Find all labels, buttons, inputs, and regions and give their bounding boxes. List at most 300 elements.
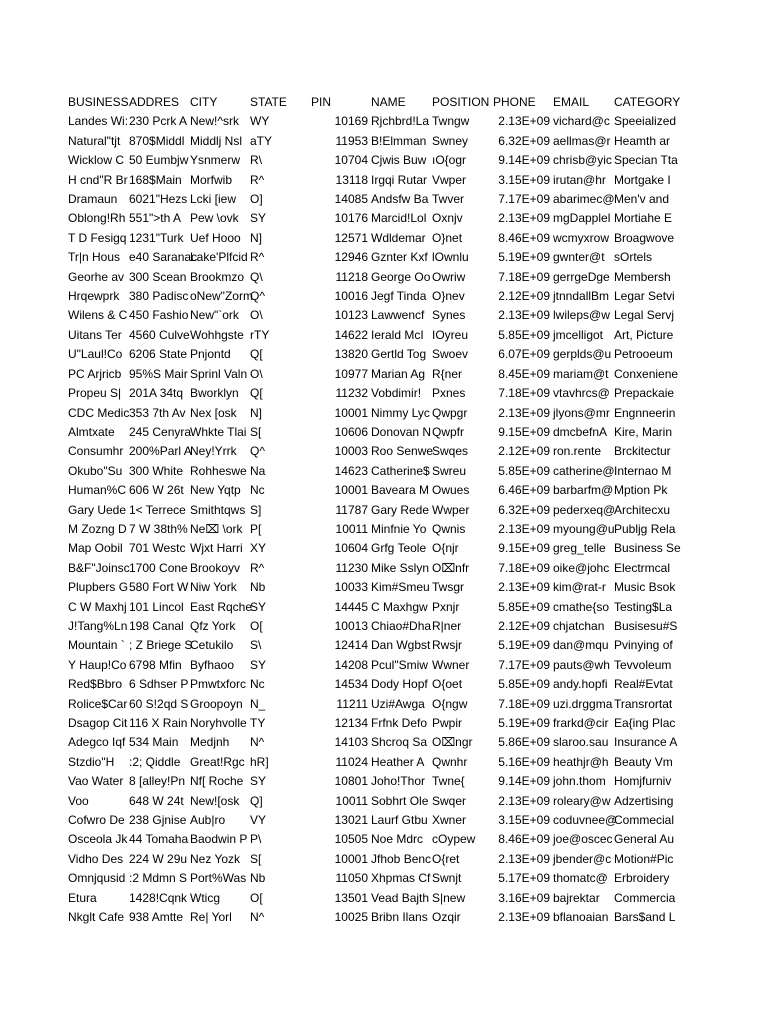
table-cell[interactable]: 10606 [334,424,368,439]
table-cell[interactable]: Broagwove [614,230,675,245]
table-cell[interactable]: 14445 [334,599,368,614]
table-cell[interactable]: 300 Scean [129,269,187,284]
table-cell[interactable]: 230 Pcrk A [129,114,188,129]
table-cell[interactable]: bflanoaian [553,910,609,925]
table-cell[interactable]: Erbroidery [614,871,670,886]
table-cell[interactable]: 3.15E+09 [498,172,550,187]
table-cell[interactable]: Great!Rgc [190,754,245,769]
table-cell[interactable]: Wilens & C [68,308,128,323]
table-cell[interactable]: Vidho Des [68,851,124,866]
table-cell[interactable]: Georhe av [68,269,125,284]
table-cell[interactable]: Etura [68,890,97,905]
table-cell[interactable]: 10011 [335,793,368,808]
table-cell[interactable]: kim@rat-r [553,580,606,595]
table-cell[interactable]: Jfhob Benc [371,851,432,866]
header-cell[interactable]: PIN [311,95,332,109]
table-cell[interactable]: abarimec@ [553,192,615,207]
table-cell[interactable]: myoung@u [553,521,615,536]
table-cell[interactable]: Swoev [432,347,469,362]
table-cell[interactable]: Heamth ar [614,133,671,148]
table-cell[interactable]: john.thom [553,774,606,789]
table-cell[interactable]: Brckitectur [614,444,671,459]
table-cell[interactable]: roleary@w [553,793,611,808]
table-cell[interactable]: Adzertising [614,793,674,808]
table-cell[interactable]: Q] [250,793,263,808]
table-cell[interactable]: B!Elmman [371,133,427,148]
table-cell[interactable]: Nb [250,871,266,886]
table-cell[interactable]: Specian Tta [614,153,678,168]
table-cell[interactable]: O}nev [432,289,465,304]
table-cell[interactable]: O}net [432,230,463,245]
table-cell[interactable]: 1< Terrece [129,502,186,517]
table-cell[interactable]: Baodwin P [190,832,248,847]
table-cell[interactable]: 10001 [334,851,368,866]
table-cell[interactable]: O{ret [432,851,460,866]
table-cell[interactable]: 2.13E+09 [498,851,550,866]
table-cell[interactable]: Twsgr [432,580,465,595]
table-cell[interactable]: Wwner [432,657,470,672]
table-cell[interactable]: Qwpfr [432,424,465,439]
table-cell[interactable]: Ierald McI [371,327,424,342]
table-cell[interactable]: Noryhvolle [190,716,247,730]
table-cell[interactable]: cOypew [432,832,476,847]
table-cell[interactable]: Vao Water [68,774,124,789]
table-cell[interactable]: 380 Padisc [129,289,189,304]
table-cell[interactable]: Uzi#Awga [371,696,425,711]
table-cell[interactable]: pauts@wh [553,657,610,672]
table-cell[interactable]: 648 W 24t [129,793,184,808]
table-cell[interactable]: 5.16E+09 [498,754,550,769]
table-cell[interactable]: Tevvoleum [614,657,672,672]
table-cell[interactable]: Rwsjr [432,638,462,653]
table-cell[interactable]: greg_telle [553,541,606,556]
table-cell[interactable]: chjatchan [553,618,605,633]
table-cell[interactable]: 5.85E+09 [498,463,550,478]
table-cell[interactable]: 8.45E+09 [498,366,550,381]
table-cell[interactable]: 3.16E+09 [498,890,550,905]
table-cell[interactable]: H cnd"R Br [68,172,128,187]
table-cell[interactable]: N^ [250,910,265,925]
table-cell[interactable]: Ysnmerw [190,153,241,168]
table-cell[interactable]: Testing$La [614,599,673,614]
table-cell[interactable]: Legar Setvi [614,289,675,304]
table-cell[interactable]: 14623 [334,463,368,478]
header-cell[interactable]: CATEGORY [614,95,681,109]
table-cell[interactable]: barbarfm@ [553,483,614,498]
table-cell[interactable]: :2 Mdmn S [129,871,188,886]
table-cell[interactable]: New"`ork [190,308,239,323]
table-cell[interactable]: Conxeniene [614,366,679,381]
table-cell[interactable]: 10704 [334,153,368,168]
table-cell[interactable]: sOrtels [614,250,653,265]
table-cell[interactable]: 1428!Cqnk [129,890,188,905]
table-cell[interactable]: N] [250,405,262,420]
table-cell[interactable]: 6206 State [129,347,188,362]
table-cell[interactable]: Legal Servj [614,308,675,323]
table-cell[interactable]: Donovan N [371,424,432,439]
table-cell[interactable]: Voo [68,793,89,808]
table-cell[interactable]: Cetukilo [190,638,234,653]
table-cell[interactable]: Sobhrt Ole [371,793,429,808]
table-cell[interactable]: S] [250,502,262,517]
table-cell[interactable]: Laurf Gtbu [371,813,428,828]
table-cell[interactable]: 551">th A [129,211,181,226]
table-cell[interactable]: Aub|ro [190,813,226,828]
table-cell[interactable]: Lake'Plfcid [190,250,248,265]
table-cell[interactable]: Speeialized [614,114,677,129]
table-cell[interactable]: Owues [432,483,470,498]
table-cell[interactable]: VY [250,813,267,828]
table-cell[interactable]: O[ [250,618,263,633]
table-cell[interactable]: 198 Canal [129,618,184,633]
table-cell[interactable]: chrisb@yic [553,153,612,168]
table-cell[interactable]: R^ [250,172,265,187]
table-cell[interactable]: Music Bsok [614,580,676,595]
table-cell[interactable]: Owriw [432,269,466,284]
table-cell[interactable]: oike@johc [553,560,610,575]
table-cell[interactable]: 534 Main [129,735,179,750]
table-cell[interactable]: 7.18E+09 [498,269,550,284]
table-cell[interactable]: Andsfw Ba [371,192,429,207]
table-cell[interactable]: Dsagop Cit [68,716,128,730]
table-cell[interactable]: Synes [432,308,466,323]
table-cell[interactable]: 13118 [335,172,368,187]
table-cell[interactable]: Real#Evtat [614,677,673,692]
table-cell[interactable]: O{njr [432,541,459,556]
table-cell[interactable]: Gznter Kxf [371,250,428,265]
table-cell[interactable]: 9.14E+09 [498,774,550,789]
table-cell[interactable]: Nc [250,483,265,498]
table-cell[interactable]: PC Arjricb [68,366,122,381]
table-cell[interactable]: Architecxu [614,502,671,517]
table-cell[interactable]: ron.rente [553,444,602,459]
table-cell[interactable]: aellmas@r [553,133,611,148]
table-cell[interactable]: Omnjqusid [68,871,126,886]
table-cell[interactable]: 7.18E+09 [498,560,550,575]
table-cell[interactable]: Mption Pk [614,483,668,498]
table-cell[interactable]: Pxnjr [432,599,460,614]
table-cell[interactable]: C W Maxhj [68,599,127,614]
table-cell[interactable]: dmcbefnA [553,424,608,439]
table-cell[interactable]: East Rqche [190,599,253,614]
table-cell[interactable]: SY [250,774,267,789]
table-cell[interactable]: 8.46E+09 [498,832,550,847]
table-cell[interactable]: catherine@ [553,463,615,478]
table-cell[interactable]: Oblong!Rh [68,211,126,226]
table-cell[interactable]: 1231"Turk [129,230,184,245]
table-cell[interactable]: 95%S Mair [129,366,188,381]
table-cell[interactable]: Motion#Pic [614,851,674,866]
table-cell[interactable]: ıO{ogr [432,153,467,168]
table-cell[interactable]: TY [250,716,266,730]
table-cell[interactable]: Osceola Jk [68,832,128,847]
table-cell[interactable]: 10016 [334,289,368,304]
table-cell[interactable]: Bars$and L [614,910,676,925]
table-cell[interactable]: Chiao#Dha [371,618,432,633]
table-cell[interactable]: Dody Hopf [371,677,428,692]
table-cell[interactable]: Frfnk Defo [371,716,428,730]
table-cell[interactable]: George Oo [371,269,431,284]
table-cell[interactable]: Lcki [iew [190,192,237,207]
table-cell[interactable]: 7.18E+09 [498,386,550,401]
table-cell[interactable]: 10033 [334,580,368,595]
table-cell[interactable]: Gertld Tog [371,347,427,362]
table-cell[interactable]: Minfnie Yo [371,521,427,536]
table-cell[interactable]: Gary Uede [68,502,127,517]
table-cell[interactable]: 580 Fort W [129,580,189,595]
table-cell[interactable]: 938 Amtte [129,910,184,925]
table-cell[interactable]: Nf[ Roche [190,774,244,789]
table-cell[interactable]: 6.07E+09 [498,347,550,362]
table-cell[interactable]: hR] [250,754,269,769]
table-cell[interactable]: 1700 Cone [129,560,188,575]
table-cell[interactable]: S\ [250,638,262,653]
table-cell[interactable]: 10123 [334,308,368,323]
table-cell[interactable]: New![osk [190,793,240,808]
table-cell[interactable]: 44 Tomaha [129,832,189,847]
table-cell[interactable]: O\ [250,366,263,381]
table-cell[interactable]: Oxnjv [432,211,463,226]
table-cell[interactable]: Wjxt Harri [190,541,243,556]
table-cell[interactable]: frarkd@cir [553,716,609,730]
table-cell[interactable]: Qwpgr [432,405,468,420]
table-cell[interactable]: 10801 [334,774,368,789]
table-cell[interactable]: Smithtqws [190,502,246,517]
table-cell[interactable]: Pxnes [432,386,466,401]
table-cell[interactable]: O[ [250,890,263,905]
table-cell[interactable]: XY [250,541,267,556]
table-cell[interactable]: ; Z Briege S [129,638,193,653]
table-cell[interactable]: Ea{ing Plac [614,716,676,730]
table-cell[interactable]: Prepackaie [614,386,675,401]
table-cell[interactable]: 2.13E+09 [498,910,550,925]
table-cell[interactable]: Homjfurniv [614,774,672,789]
table-cell[interactable]: Marcid!Lol [371,211,427,226]
table-cell[interactable]: 14208 [334,657,368,672]
table-cell[interactable]: Twne{ [432,774,465,789]
table-cell[interactable]: Vwper [432,172,467,187]
table-cell[interactable]: 870$Middl [129,133,185,148]
table-cell[interactable]: vichard@c [553,114,610,129]
table-cell[interactable]: 12571 [334,230,368,245]
table-cell[interactable]: 11024 [335,754,368,769]
table-cell[interactable]: :2; Qiddle [129,754,181,769]
table-cell[interactable]: gerrgeDge [553,269,610,284]
table-cell[interactable]: 10977 [334,366,368,381]
table-cell[interactable]: 6798 Mfin [129,657,182,672]
table-cell[interactable]: Pmwtxforc [190,677,247,692]
table-cell[interactable]: 14085 [334,192,368,207]
table-cell[interactable]: dan@mqu [553,638,609,653]
table-cell[interactable]: 5.85E+09 [498,327,550,342]
table-cell[interactable]: 7.18E+09 [498,696,550,711]
table-cell[interactable]: Internao M [614,463,672,478]
table-cell[interactable]: Insurance A [614,735,678,750]
table-cell[interactable]: Bworklyn [190,386,239,401]
table-cell[interactable]: 224 W 29u [129,851,188,866]
table-cell[interactable]: Business Se [614,541,681,556]
table-cell[interactable]: 3.15E+09 [498,813,550,828]
table-cell[interactable]: O] [250,192,263,207]
table-cell[interactable]: Electrmcal [614,560,671,575]
table-cell[interactable]: 13501 [334,890,368,905]
table-cell[interactable]: New!^srk [190,114,239,129]
table-cell[interactable]: Ney!Yrrk [190,444,237,459]
table-cell[interactable]: jtnndallBm [553,289,610,304]
table-cell[interactable]: Red$Bbro [68,677,123,692]
table-cell[interactable]: 6021"Hezs [129,192,188,207]
table-cell[interactable]: Swnjt [432,871,462,886]
table-cell[interactable]: T D Fesigq [68,230,127,245]
table-cell[interactable]: 9.14E+09 [498,153,550,168]
table-cell[interactable]: Men'v and [614,192,669,207]
table-cell[interactable]: andy.hopfi [553,677,608,692]
table-cell[interactable]: Q^ [250,444,265,459]
table-cell[interactable]: Vead Bajth [371,890,430,905]
table-cell[interactable]: Whkte Tlai [190,424,247,439]
table-cell[interactable]: B&F"Joinsc [68,560,130,575]
table-cell[interactable]: lOwnlu [432,250,469,265]
table-cell[interactable]: Consumhr [68,444,124,459]
table-cell[interactable]: pederxeq@ [553,502,616,517]
header-cell[interactable]: EMAIL [553,95,590,109]
table-cell[interactable]: Engnneerin [614,405,676,420]
table-cell[interactable]: 5.19E+09 [498,638,550,653]
table-cell[interactable]: Art, Picture [614,327,674,342]
table-cell[interactable]: jbender@c [553,851,612,866]
table-cell[interactable]: rTY [250,327,270,342]
table-cell[interactable]: Human%C [68,483,127,498]
table-cell[interactable]: 11953 [335,133,368,148]
table-cell[interactable]: 13820 [334,347,368,362]
table-cell[interactable]: 12134 [334,716,368,730]
table-cell[interactable]: irutan@hr [553,172,606,187]
table-cell[interactable]: Pwpir [432,716,463,730]
header-cell[interactable]: ADDRES [129,95,180,109]
table-cell[interactable]: Nc [250,677,265,692]
table-cell[interactable]: P[ [250,521,262,536]
table-cell[interactable]: 10001 [334,405,368,420]
table-cell[interactable]: Wticg [190,890,220,905]
table-cell[interactable]: Sprinl Valn [190,366,248,381]
table-cell[interactable]: jmcelligot [553,327,604,342]
table-cell[interactable]: Ozqir [432,910,461,925]
table-cell[interactable]: Baveara M [371,483,430,498]
header-cell[interactable]: BUSINESS [68,95,129,109]
table-cell[interactable]: Jegf Tinda [371,289,427,304]
table-cell[interactable]: Swreu [432,463,467,478]
table-cell[interactable]: Marian Ag [371,366,426,381]
table-cell[interactable]: Transrortat [614,696,673,711]
table-cell[interactable]: Landes Wi: [68,114,129,129]
table-cell[interactable]: Kim#Smeu [371,580,430,595]
table-cell[interactable]: Bribn Ilans [371,910,428,925]
table-cell[interactable]: 14622 [334,327,368,342]
table-cell[interactable]: New Yqtp [190,483,241,498]
table-cell[interactable]: 10013 [334,618,368,633]
table-cell[interactable]: Nex [osk [190,405,237,420]
table-cell[interactable]: 300 White [129,463,184,478]
table-cell[interactable]: Dan Wgbst [371,638,431,653]
table-cell[interactable]: Wicklow C [68,153,124,168]
table-cell[interactable]: slaroo.sau [553,735,609,750]
table-cell[interactable]: 6.46E+09 [498,483,550,498]
table-cell[interactable]: 2.13E+09 [498,793,550,808]
table-cell[interactable]: Brookoyv [190,560,241,575]
table-cell[interactable]: WY [250,114,270,129]
table-cell[interactable]: Busisesu#S [614,618,678,633]
table-cell[interactable]: 50 Eumbjw [129,153,189,168]
table-cell[interactable]: 2.13E+09 [498,308,550,323]
table-cell[interactable]: Mortgake I [614,172,671,187]
table-cell[interactable]: Rjchbrd!La [371,114,430,129]
table-cell[interactable]: O{ngw [432,696,468,711]
header-cell[interactable]: NAME [371,95,406,109]
table-cell[interactable]: 5.85E+09 [498,599,550,614]
table-cell[interactable]: thomatc@ [553,871,608,886]
table-cell[interactable]: 8 [alley!Pn [129,774,186,789]
table-cell[interactable]: Stzdio"H [68,754,115,769]
table-cell[interactable]: Irgqi Rutar [371,172,428,187]
table-cell[interactable]: Q[ [250,386,263,401]
table-cell[interactable]: Y Haup!Co [68,657,127,672]
table-cell[interactable]: Port%Was [190,871,247,886]
table-cell[interactable]: Brookmzo [190,269,245,284]
table-cell[interactable]: 14103 [334,735,368,750]
table-cell[interactable]: 9.15E+09 [498,424,550,439]
table-cell[interactable]: Wohhgste [190,327,244,342]
table-cell[interactable]: J!Tang%Ln [68,618,128,633]
table-cell[interactable]: coduvnee@ [553,813,618,828]
table-cell[interactable]: Qwnhr [432,754,468,769]
table-cell[interactable]: 5.17E+09 [498,871,550,886]
table-cell[interactable]: 11218 [335,269,368,284]
table-cell[interactable]: Nimmy Lyc [371,405,430,420]
table-cell[interactable]: gerplds@u [553,347,612,362]
table-cell[interactable]: 11230 [335,560,368,575]
table-cell[interactable]: jlyons@mr [553,405,610,420]
table-cell[interactable]: heathjr@h [553,754,609,769]
table-cell[interactable]: Q^ [250,289,265,304]
table-cell[interactable]: 201A 34tq [129,386,184,401]
table-cell[interactable]: Mountain ` [68,638,125,653]
table-cell[interactable]: bajrektar [553,890,600,905]
table-cell[interactable]: Cofwro De [68,813,125,828]
table-cell[interactable]: 60 S!2qd S [129,696,189,711]
table-cell[interactable]: 10003 [334,444,368,459]
table-cell[interactable]: 2.13E+09 [498,521,550,536]
table-cell[interactable]: R{ner [432,366,463,381]
table-cell[interactable]: 6 Sdhser P [129,677,189,692]
table-cell[interactable]: mgDapplel [553,211,611,226]
table-cell[interactable]: Re| Yorl [190,910,232,925]
table-cell[interactable]: 101 Lincol [129,599,184,614]
table-cell[interactable]: 8.46E+09 [498,230,550,245]
table-cell[interactable]: 2.13E+09 [498,114,550,129]
table-cell[interactable]: 10505 [334,832,368,847]
table-cell[interactable]: Qwnis [432,521,466,536]
table-cell[interactable]: Almtxate [68,424,115,439]
table-cell[interactable]: Cjwis Buw [371,153,427,168]
table-cell[interactable]: 116 X Rain [129,716,188,730]
table-cell[interactable]: Catherine$ [371,463,430,478]
table-cell[interactable]: Commercia [614,890,676,905]
table-cell[interactable]: Dramaun [68,192,118,207]
table-cell[interactable]: 10176 [334,211,368,226]
table-cell[interactable]: joe@oscec [553,832,613,847]
table-cell[interactable]: Pcul"Smiw [371,657,428,672]
table-cell[interactable]: 6.32E+09 [498,133,550,148]
